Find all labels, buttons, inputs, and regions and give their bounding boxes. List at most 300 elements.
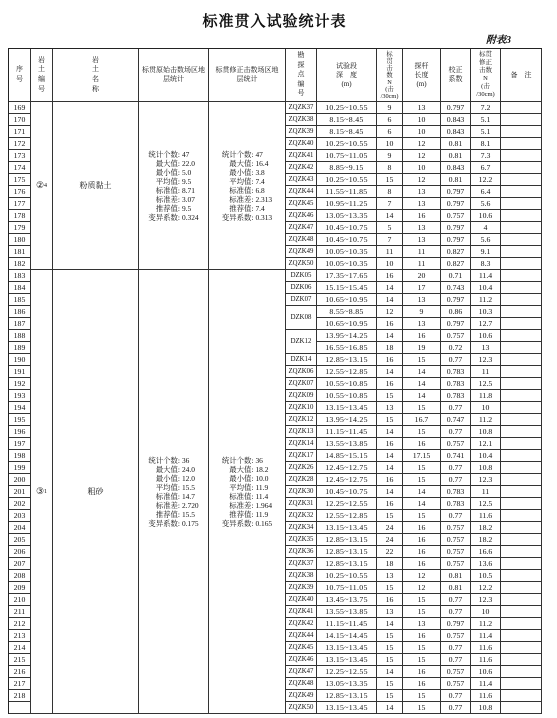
rod-length: 15 [403, 606, 441, 618]
rod-length: 16 [403, 678, 441, 690]
stat-value: 12.0 [181, 473, 195, 483]
remarks-cell [501, 354, 542, 366]
remarks-cell [501, 678, 542, 690]
spt-blow-count: 14 [377, 210, 403, 222]
test-depth: 10.45~10.75 [317, 222, 377, 234]
correction-factor: 0.77 [441, 510, 471, 522]
corrected-blow-count: 11 [471, 366, 501, 378]
correction-factor: 0.757 [441, 522, 471, 534]
corrected-blow-count: 8.1 [471, 138, 501, 150]
test-depth: 11.55~11.85 [317, 186, 377, 198]
remarks-cell [501, 438, 542, 450]
stat-value: 36 [255, 455, 263, 465]
correction-factor: 0.77 [441, 354, 471, 366]
stat-value: 0.313 [255, 212, 273, 222]
borehole-id: ZQZK41 [286, 150, 317, 162]
stat-label: 最小值: [229, 167, 254, 177]
spt-blow-count: 13 [377, 606, 403, 618]
borehole-id: ZQZK50 [286, 258, 317, 270]
spt-blow-count: 8 [377, 186, 403, 198]
spt-blow-count: 10 [377, 258, 403, 270]
row-number: 207 [9, 558, 31, 570]
corrected-blow-count: 11.2 [471, 618, 501, 630]
test-depth: 10.55~10.85 [317, 378, 377, 390]
spt-blow-count: 15 [377, 390, 403, 402]
remarks-cell [501, 102, 542, 114]
rod-length: 10 [403, 162, 441, 174]
borehole-id: ZQZK42 [286, 162, 317, 174]
spt-blow-count: 15 [377, 678, 403, 690]
row-number: 190 [9, 354, 31, 366]
corrected-blow-count: 11.6 [471, 690, 501, 702]
correction-factor: 0.81 [441, 138, 471, 150]
spt-blow-count: 11 [377, 246, 403, 258]
corrected-blow-count: 10.5 [471, 570, 501, 582]
stat-value: 14.7 [181, 491, 195, 501]
corrected-blow-count: 18.2 [471, 534, 501, 546]
row-number: 211 [9, 606, 31, 618]
rod-length: 12 [403, 570, 441, 582]
test-depth: 10.05~10.35 [317, 258, 377, 270]
spt-blow-count: 14 [377, 330, 403, 342]
corrected-blow-count: 10 [471, 402, 501, 414]
remarks-cell [501, 534, 542, 546]
test-depth: 13.05~13.35 [317, 678, 377, 690]
correction-factor: 0.81 [441, 174, 471, 186]
remarks-cell [501, 258, 542, 270]
test-depth: 13.15~13.45 [317, 642, 377, 654]
borehole-id: ZQZK37 [286, 558, 317, 570]
spt-blow-count: 14 [377, 294, 403, 306]
header-test-depth: 试验段 深 度 (m) [317, 49, 377, 102]
header-rod-length: 探杆 长度 (m) [403, 49, 441, 102]
rod-length: 16 [403, 534, 441, 546]
header-correction-factor: 校正 系数 [441, 49, 471, 102]
stat-label: 平均值: [229, 482, 254, 492]
spt-blow-count: 14 [377, 450, 403, 462]
borehole-id: ZQZK43 [286, 174, 317, 186]
spt-blow-count: 10 [377, 138, 403, 150]
spt-blow-count: 14 [377, 366, 403, 378]
corrected-blow-count: 10.4 [471, 450, 501, 462]
stat-value: 10.0 [255, 473, 269, 483]
borehole-id: ZQZK36 [286, 546, 317, 558]
correction-factor: 0.77 [441, 654, 471, 666]
borehole-id: ZQZK48 [286, 234, 317, 246]
corrected-blow-count: 4 [471, 222, 501, 234]
spt-blow-count: 15 [377, 174, 403, 186]
original-blow-stats [139, 102, 209, 270]
spt-blow-count: 13 [377, 570, 403, 582]
test-depth: 10.25~10.55 [317, 570, 377, 582]
spt-blow-count: 16 [377, 354, 403, 366]
borehole-id: ZQZK35 [286, 534, 317, 546]
borehole-id: DZK08 [286, 306, 317, 330]
header-corrected-blow-count: 标贯 修正 击数 N (击 /30cm) [471, 49, 501, 102]
borehole-id: ZQZK34 [286, 522, 317, 534]
rod-length: 14 [403, 498, 441, 510]
row-number: 200 [9, 474, 31, 486]
correction-factor: 0.757 [441, 630, 471, 642]
row-number: 183 [9, 270, 31, 282]
spt-blow-count: 6 [377, 126, 403, 138]
rod-length: 11 [403, 258, 441, 270]
spt-blow-count: 24 [377, 534, 403, 546]
remarks-cell [501, 162, 542, 174]
row-number: 204 [9, 522, 31, 534]
test-depth: 12.25~12.55 [317, 498, 377, 510]
row-number: 194 [9, 402, 31, 414]
stat-label: 统计个数: [221, 149, 254, 159]
stat-value: 3.07 [181, 194, 195, 204]
corrected-blow-count: 5.6 [471, 234, 501, 246]
stat-value: 9.5 [181, 176, 192, 186]
test-depth: 13.95~14.25 [317, 414, 377, 426]
corrected-blow-count: 11.6 [471, 654, 501, 666]
borehole-id: ZQZK09 [286, 390, 317, 402]
stratum-name: 粗砂 [53, 270, 139, 714]
row-number: 199 [9, 462, 31, 474]
corrected-blow-count: 11.2 [471, 294, 501, 306]
stat-label: 最小值: [155, 473, 180, 483]
corrected-blow-count: 11.8 [471, 390, 501, 402]
header-corrected-blow-stats: 标贯修正击数场区地 层统计 [209, 49, 286, 102]
header-borehole-id: 勘 探 点 编 号 [286, 49, 317, 102]
test-depth: 11.15~11.45 [317, 426, 377, 438]
stat-value: 9.5 [181, 203, 192, 213]
corrected-blow-count: 12.2 [471, 582, 501, 594]
rod-length: 14 [403, 390, 441, 402]
row-number: 181 [9, 246, 31, 258]
test-depth: 10.75~11.05 [317, 582, 377, 594]
test-depth: 10.65~10.95 [317, 294, 377, 306]
corrected-blow-count: 12.1 [471, 438, 501, 450]
row-number: 172 [9, 138, 31, 150]
borehole-id: ZQZK26 [286, 462, 317, 474]
remarks-cell [501, 426, 542, 438]
header-serial-number: 序 号 [9, 49, 31, 102]
row-number: 203 [9, 510, 31, 522]
stat-value: 47 [181, 149, 190, 159]
correction-factor: 0.757 [441, 666, 471, 678]
remarks-cell [501, 510, 542, 522]
test-depth: 12.25~12.55 [317, 666, 377, 678]
test-depth: 8.15~8.45 [317, 126, 377, 138]
correction-factor: 0.843 [441, 162, 471, 174]
stat-value: 24.0 [181, 464, 195, 474]
stat-value: 2.720 [181, 500, 199, 510]
stat-value: 11.4 [255, 491, 269, 501]
stat-label: 标准值: [155, 491, 180, 501]
corrected-blow-count: 12.3 [471, 354, 501, 366]
borehole-id: ZQZK30 [286, 486, 317, 498]
test-depth: 10.75~11.05 [317, 150, 377, 162]
borehole-id: ZQZK10 [286, 402, 317, 414]
rod-length: 17.15 [403, 450, 441, 462]
remarks-cell [501, 138, 542, 150]
remarks-cell [501, 486, 542, 498]
rod-length: 13 [403, 186, 441, 198]
stat-label: 最小值: [155, 167, 180, 177]
borehole-id: ZQZK39 [286, 126, 317, 138]
corrected-blow-count: 12.2 [471, 174, 501, 186]
rod-length: 15 [403, 690, 441, 702]
borehole-id: ZQZK48 [286, 678, 317, 690]
spt-blow-count: 16 [377, 438, 403, 450]
correction-factor: 0.797 [441, 102, 471, 114]
stat-value: 7.4 [255, 203, 265, 213]
borehole-id: ZQZK44 [286, 630, 317, 642]
remarks-cell [501, 630, 542, 642]
rod-length: 9 [403, 306, 441, 318]
correction-factor: 0.77 [441, 402, 471, 414]
rod-length: 15 [403, 594, 441, 606]
correction-factor: 0.77 [441, 642, 471, 654]
rod-length: 16 [403, 558, 441, 570]
remarks-cell [501, 210, 542, 222]
borehole-id: ZQZK12 [286, 414, 317, 426]
rod-length: 12 [403, 582, 441, 594]
borehole-id: ZQZK32 [286, 510, 317, 522]
stat-value: 5.0 [181, 167, 192, 177]
spt-blow-count: 13 [377, 402, 403, 414]
stat-value: 8.71 [181, 185, 195, 195]
corrected-blow-count: 5.1 [471, 114, 501, 126]
correction-factor: 0.797 [441, 198, 471, 210]
remarks-cell [501, 570, 542, 582]
correction-factor: 0.757 [441, 330, 471, 342]
row-number: 175 [9, 174, 31, 186]
remarks-cell [501, 366, 542, 378]
row-number: 193 [9, 390, 31, 402]
corrected-blow-count: 10.8 [471, 426, 501, 438]
stratum-code-sub: 4 [44, 182, 48, 189]
test-depth: 15.15~15.45 [317, 282, 377, 294]
row-number: 196 [9, 426, 31, 438]
correction-factor: 0.843 [441, 126, 471, 138]
remarks-cell [501, 222, 542, 234]
test-depth: 13.45~13.75 [317, 594, 377, 606]
test-depth: 8.15~8.45 [317, 114, 377, 126]
test-depth: 12.55~12.85 [317, 510, 377, 522]
correction-factor: 0.81 [441, 582, 471, 594]
rod-length: 10 [403, 114, 441, 126]
correction-factor: 0.77 [441, 606, 471, 618]
spt-blow-count: 16 [377, 498, 403, 510]
row-number: 214 [9, 642, 31, 654]
corrected-blow-count: 18.2 [471, 522, 501, 534]
stat-label: 标准值: [155, 185, 180, 195]
correction-factor: 0.72 [441, 342, 471, 354]
test-depth: 14.15~14.45 [317, 630, 377, 642]
test-depth: 12.85~13.15 [317, 354, 377, 366]
rod-length: 10 [403, 126, 441, 138]
row-number: 171 [9, 126, 31, 138]
test-depth: 13.15~13.45 [317, 702, 377, 714]
spt-blow-count: 14 [377, 702, 403, 714]
correction-factor: 0.827 [441, 246, 471, 258]
stat-label: 统计个数: [148, 455, 180, 465]
row-number: 174 [9, 162, 31, 174]
row-number: 173 [9, 150, 31, 162]
correction-factor: 0.783 [441, 378, 471, 390]
correction-factor: 0.747 [441, 414, 471, 426]
spt-blow-count: 15 [377, 414, 403, 426]
borehole-id: ZQZK17 [286, 450, 317, 462]
borehole-id: ZQZK13 [286, 426, 317, 438]
stat-label: 标准差: [229, 500, 254, 510]
spt-blow-count: 16 [377, 474, 403, 486]
rod-length: 16 [403, 210, 441, 222]
stratum-code-main: ② [35, 180, 45, 190]
rod-length: 14 [403, 378, 441, 390]
rod-length: 16 [403, 438, 441, 450]
rod-length: 17 [403, 282, 441, 294]
correction-factor: 0.71 [441, 270, 471, 282]
remarks-cell [501, 702, 542, 714]
correction-factor: 0.797 [441, 222, 471, 234]
stat-label: 变异系数: [221, 518, 254, 528]
rod-length: 16 [403, 666, 441, 678]
row-number: 178 [9, 210, 31, 222]
spt-blow-count: 7 [377, 198, 403, 210]
row-number: 205 [9, 534, 31, 546]
test-depth: 12.85~13.15 [317, 558, 377, 570]
corrected-blow-count: 8.3 [471, 258, 501, 270]
spt-blow-count: 15 [377, 582, 403, 594]
row-number: 186 [9, 306, 31, 318]
header-remarks: 备 注 [501, 49, 542, 102]
spt-blow-count: 14 [377, 462, 403, 474]
borehole-id: ZQZK06 [286, 366, 317, 378]
borehole-id: ZQZK45 [286, 642, 317, 654]
rod-length: 15 [403, 474, 441, 486]
row-number: 217 [9, 678, 31, 690]
rod-length: 13 [403, 222, 441, 234]
borehole-id: ZQZK38 [286, 114, 317, 126]
stat-label: 标准差: [229, 194, 254, 204]
row-number: 213 [9, 630, 31, 642]
corrected-blow-count: 12.5 [471, 498, 501, 510]
remarks-cell [501, 558, 542, 570]
row-number: 192 [9, 378, 31, 390]
test-depth: 13.15~13.45 [317, 522, 377, 534]
stratum-name: 粉质黏土 [53, 102, 139, 270]
corrected-blow-count: 7.2 [471, 102, 501, 114]
rod-length: 14 [403, 486, 441, 498]
remarks-cell [501, 402, 542, 414]
remarks-cell [501, 546, 542, 558]
rod-length: 16 [403, 630, 441, 642]
spt-blow-count: 6 [377, 114, 403, 126]
stratum-code [31, 270, 53, 714]
row-number: 206 [9, 546, 31, 558]
stat-value: 15.5 [181, 509, 195, 519]
rod-length: 15 [403, 642, 441, 654]
rod-length: 12 [403, 138, 441, 150]
stat-value: 47 [255, 149, 263, 159]
test-depth: 13.15~13.45 [317, 402, 377, 414]
stat-value: 0.165 [255, 518, 273, 528]
row-number: 195 [9, 414, 31, 426]
spt-statistics-table [8, 48, 542, 714]
test-depth: 10.25~10.55 [317, 102, 377, 114]
remarks-cell [501, 690, 542, 702]
stat-label: 变异系数: [221, 212, 254, 222]
remarks-cell [501, 522, 542, 534]
rod-length: 15 [403, 654, 441, 666]
corrected-blow-count: 12.3 [471, 474, 501, 486]
stat-value: 22.0 [181, 158, 195, 168]
rod-length: 16 [403, 522, 441, 534]
spt-blow-count: 16 [377, 270, 403, 282]
stats-list [148, 456, 198, 528]
corrected-blow-count: 10 [471, 606, 501, 618]
rod-length: 15 [403, 354, 441, 366]
remarks-cell [501, 642, 542, 654]
stat-label: 推荐值: [155, 203, 180, 213]
remarks-cell [501, 594, 542, 606]
header-blow-count: 标 贯 击 数 N (击 /30cm) [377, 49, 403, 102]
row-number: 215 [9, 654, 31, 666]
corrected-blow-count: 10.4 [471, 282, 501, 294]
row-number: 187 [9, 318, 31, 330]
stats-list [148, 150, 198, 222]
test-depth: 14.85~15.15 [317, 450, 377, 462]
appendix-label: 附表3 [486, 35, 511, 46]
test-depth: 12.45~12.75 [317, 474, 377, 486]
correction-factor: 0.77 [441, 690, 471, 702]
stat-label: 标准值: [229, 491, 254, 501]
stratum-code-main: ③ [35, 486, 45, 496]
test-depth: 12.85~13.15 [317, 546, 377, 558]
stat-label: 统计个数: [148, 149, 180, 159]
borehole-id: ZQZK46 [286, 210, 317, 222]
borehole-id: ZQZK41 [286, 606, 317, 618]
borehole-id: DZK06 [286, 282, 317, 294]
stat-label: 平均值: [155, 176, 180, 186]
page-title: 标准贯入试验统计表 [202, 14, 347, 30]
correction-factor: 0.797 [441, 186, 471, 198]
rod-length: 13 [403, 102, 441, 114]
spt-blow-count: 22 [377, 546, 403, 558]
corrected-blow-count: 11.2 [471, 414, 501, 426]
test-depth: 13.05~13.35 [317, 210, 377, 222]
spt-blow-count: 16 [377, 594, 403, 606]
remarks-cell [501, 474, 542, 486]
correction-factor: 0.77 [441, 426, 471, 438]
corrected-blow-count: 6.4 [471, 186, 501, 198]
corrected-blow-count: 11.4 [471, 270, 501, 282]
test-depth: 12.85~13.15 [317, 690, 377, 702]
remarks-cell [501, 330, 542, 342]
remarks-cell [501, 318, 542, 330]
remarks-cell [501, 246, 542, 258]
corrected-blow-count: 9.1 [471, 246, 501, 258]
test-depth: 10.45~10.75 [317, 486, 377, 498]
test-depth: 10.45~10.75 [317, 234, 377, 246]
spt-blow-count: 15 [377, 654, 403, 666]
stat-label: 变异系数: [148, 212, 180, 222]
correction-factor: 0.757 [441, 210, 471, 222]
borehole-id: DZK07 [286, 294, 317, 306]
corrected-blow-count: 11 [471, 486, 501, 498]
remarks-cell [501, 378, 542, 390]
correction-factor: 0.757 [441, 438, 471, 450]
row-number: 184 [9, 282, 31, 294]
borehole-id: ZQZK31 [286, 498, 317, 510]
correction-factor: 0.783 [441, 498, 471, 510]
